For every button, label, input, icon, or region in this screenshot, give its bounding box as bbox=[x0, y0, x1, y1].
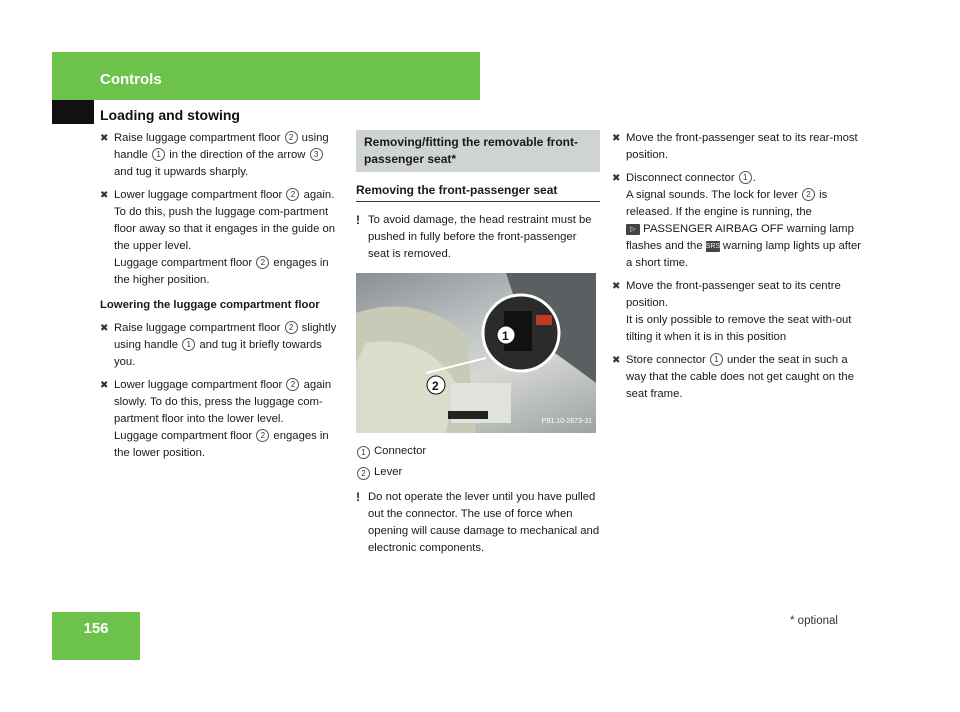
warning-icon: ! bbox=[356, 213, 360, 227]
airbag-off-lamp-icon: ▷ bbox=[626, 224, 640, 235]
step: ✖ Raise luggage compartment floor 2 using handle 1 in the direction of the arrow 3 and tug it upwards sharply. bbox=[100, 132, 329, 178]
step: ✖ Lower luggage compartment floor 2 again slowly. To do this, press the luggage com-partment floor into the lower level. Luggage compartment floor 2 engages in the lower position. bbox=[100, 379, 332, 459]
section-heading: Removing/fitting the removable front-passenger seat* bbox=[356, 130, 600, 172]
footnote: * optional bbox=[790, 615, 838, 627]
column-1 bbox=[100, 130, 344, 468]
step-arrow-icon: ✖ bbox=[100, 133, 109, 144]
legend-item: 1 Connector bbox=[356, 443, 600, 460]
step-arrow-icon: ✖ bbox=[612, 281, 621, 292]
seat-connector-photo bbox=[356, 273, 596, 433]
svg-text:2: 2 bbox=[432, 379, 439, 393]
step: ✖ Lower luggage compartment floor 2 again. To do this, push the luggage com-partment floor away so that it engages in the guide on the upper level. Luggage compartment floor 2 engages in the higher position. bbox=[100, 189, 336, 286]
step-arrow-icon: ✖ bbox=[612, 355, 621, 366]
photo-label: P91.10-2673-31 bbox=[541, 418, 592, 425]
step: ✖ Store connector 1 under the seat in such a way that the cable does not get caught on the seat frame. bbox=[612, 354, 854, 400]
seat-photo-illustration bbox=[356, 273, 596, 433]
srs-lamp-icon: SRS bbox=[705, 243, 721, 250]
subsection-title: Loading and stowing bbox=[100, 107, 240, 123]
column-3 bbox=[612, 130, 862, 409]
step-arrow-icon: ✖ bbox=[100, 190, 109, 201]
step-arrow-icon: ✖ bbox=[612, 133, 621, 144]
subsection-marker bbox=[52, 100, 94, 124]
section-title: Controls bbox=[100, 71, 162, 88]
warning-icon: ! bbox=[356, 490, 360, 504]
step: ✖ Disconnect connector 1 . A signal sounds. The lock for lever 2 is released. If the engine is running, the ▷ PASSENGER AIRBAG OFF warning lamp flashes and the SRS warning lamp lights up after a short time. bbox=[612, 172, 862, 269]
legend-item: 2 Lever bbox=[356, 464, 600, 481]
svg-text:1: 1 bbox=[502, 329, 509, 343]
step: ✖ Move the front-passenger seat to its centre position. It is only possible to remove the seat with-out tilting it when it is in this position bbox=[612, 280, 852, 343]
subheading: Lowering the luggage compartment floor bbox=[100, 299, 320, 311]
section-subheading: Removing the front-passenger seat bbox=[356, 182, 600, 202]
column-2 bbox=[356, 130, 600, 567]
step: ✖ Raise luggage compartment floor 2 slightly using handle 1 and tug it briefly towards you. bbox=[100, 322, 337, 368]
warning-note: ! To avoid damage, the head restraint must be pushed in fully before the front-passenger seat is removed. bbox=[356, 213, 592, 260]
step: ✖ Move the front-passenger seat to its rear-most position. bbox=[612, 132, 858, 161]
warning-note: ! Do not operate the lever until you have pulled out the connector. The use of force when opening will cause damage to mechanical and electronic components. bbox=[356, 490, 600, 554]
step-arrow-icon: ✖ bbox=[612, 173, 621, 184]
step-arrow-icon: ✖ bbox=[100, 323, 109, 334]
page-number: 156 bbox=[83, 620, 109, 637]
step-arrow-icon: ✖ bbox=[100, 380, 109, 391]
